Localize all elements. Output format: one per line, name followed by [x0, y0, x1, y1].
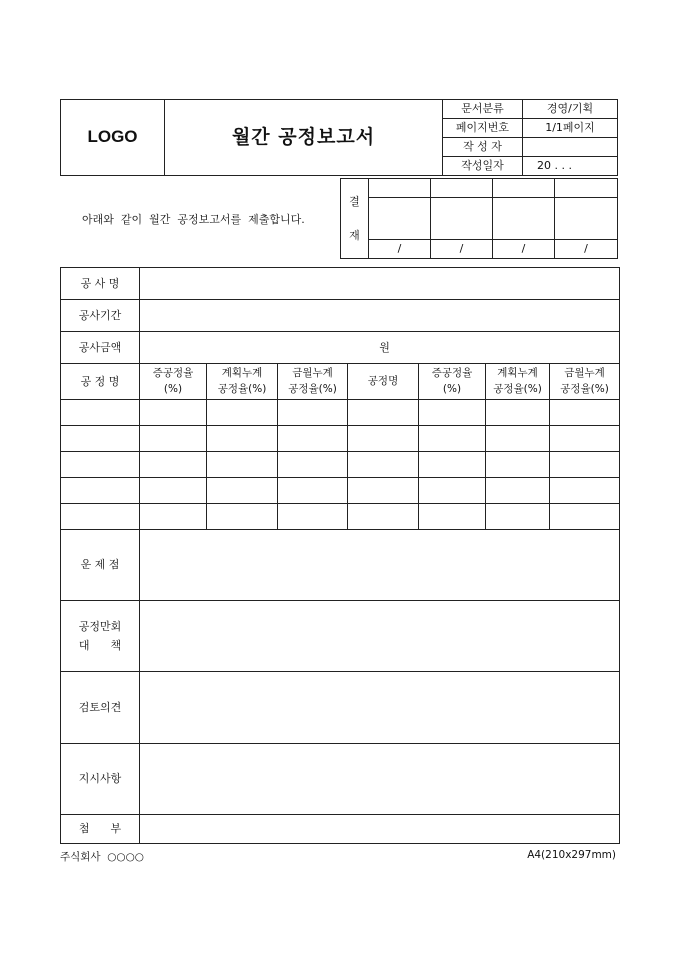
- approver-title-cell[interactable]: [493, 179, 555, 198]
- process-cell[interactable]: [419, 504, 486, 530]
- process-cell[interactable]: [61, 504, 140, 530]
- process-cell[interactable]: [140, 504, 207, 530]
- recovery-plan-field[interactable]: [140, 601, 620, 672]
- project-name-field[interactable]: [140, 268, 620, 300]
- project-period-field[interactable]: [140, 300, 620, 332]
- process-cell[interactable]: [207, 452, 278, 478]
- process-cell[interactable]: [140, 478, 207, 504]
- approval-date-cell[interactable]: /: [555, 240, 618, 259]
- process-cell[interactable]: [419, 452, 486, 478]
- process-cell[interactable]: [61, 400, 140, 426]
- approval-label: [341, 179, 369, 259]
- process-name-label: 공 정 명: [61, 364, 140, 400]
- approval-label-bottom: 재: [349, 228, 360, 242]
- page-title: 월간 공정보고서: [165, 100, 443, 176]
- process-name-mid-label: 공정명: [348, 364, 419, 400]
- process-row: [61, 452, 620, 478]
- process-cell[interactable]: [486, 478, 550, 504]
- approval-date-cell[interactable]: /: [369, 240, 431, 259]
- process-cell[interactable]: [550, 478, 620, 504]
- recovery-plan-label-line1: 공정만회: [78, 619, 122, 633]
- process-cell[interactable]: [550, 400, 620, 426]
- process-cell[interactable]: [207, 426, 278, 452]
- process-cell[interactable]: [348, 452, 419, 478]
- process-cell[interactable]: [550, 426, 620, 452]
- project-amount-label: 공사금액: [61, 332, 140, 364]
- process-cell[interactable]: [61, 452, 140, 478]
- process-cell[interactable]: [278, 504, 348, 530]
- project-amount-field[interactable]: [140, 332, 620, 364]
- approval-date-cell[interactable]: /: [431, 240, 493, 259]
- process-row: [61, 400, 620, 426]
- recovery-plan-label-line2: 대 책: [78, 638, 122, 652]
- process-cell[interactable]: [278, 478, 348, 504]
- problems-label: 운 제 점: [61, 530, 140, 601]
- process-cell[interactable]: [207, 478, 278, 504]
- process-cell[interactable]: [278, 426, 348, 452]
- approver-title-cell[interactable]: [431, 179, 493, 198]
- process-cell[interactable]: [207, 504, 278, 530]
- process-col-header: 증공정율 (%): [419, 364, 486, 400]
- header-table: [60, 99, 618, 176]
- instructions-field[interactable]: [140, 744, 620, 815]
- process-cell[interactable]: [486, 504, 550, 530]
- review-opinion-label: 검토의견: [61, 672, 140, 744]
- logo: LOGO: [61, 100, 165, 176]
- approval-label-top: 결: [349, 194, 360, 208]
- recovery-plan-label: [61, 601, 140, 672]
- amount-unit: 원: [379, 340, 390, 354]
- meta-value-author[interactable]: [523, 138, 618, 157]
- project-period-label: 공사기간: [61, 300, 140, 332]
- process-row: [61, 426, 620, 452]
- process-col-header: 증공정율 (%): [140, 364, 207, 400]
- meta-value-date[interactable]: 20 . . .: [523, 157, 618, 176]
- approver-title-cell[interactable]: [555, 179, 618, 198]
- process-cell[interactable]: [419, 400, 486, 426]
- approver-title-cell[interactable]: [369, 179, 431, 198]
- review-opinion-field[interactable]: [140, 672, 620, 744]
- process-cell[interactable]: [207, 400, 278, 426]
- process-cell[interactable]: [419, 426, 486, 452]
- approver-sign-cell[interactable]: [369, 198, 431, 240]
- process-cell[interactable]: [61, 478, 140, 504]
- process-cell[interactable]: [348, 504, 419, 530]
- meta-value-page-number[interactable]: 1/1페이지: [523, 119, 618, 138]
- process-cell[interactable]: [550, 504, 620, 530]
- process-col-header: 금월누계 공정율(%): [550, 364, 620, 400]
- project-name-label: 공 사 명: [61, 268, 140, 300]
- process-cell[interactable]: [140, 426, 207, 452]
- approver-sign-cell[interactable]: [431, 198, 493, 240]
- process-cell[interactable]: [419, 478, 486, 504]
- process-cell[interactable]: [140, 452, 207, 478]
- attachment-label: 첨 부: [61, 815, 140, 844]
- meta-label-page-number: 페이지번호: [443, 119, 523, 138]
- footer-paper-size: A4(210x297mm): [527, 849, 616, 861]
- meta-label-doc-category: 문서분류: [443, 100, 523, 119]
- process-col-header: 금월누계 공정율(%): [278, 364, 348, 400]
- meta-value-doc-category[interactable]: 경영/기획: [523, 100, 618, 119]
- process-cell[interactable]: [486, 426, 550, 452]
- process-cell[interactable]: [486, 452, 550, 478]
- process-row: [61, 504, 620, 530]
- process-row: [61, 478, 620, 504]
- attachment-field[interactable]: [140, 815, 620, 844]
- process-col-header: 계획누계 공정율(%): [486, 364, 550, 400]
- process-cell[interactable]: [486, 400, 550, 426]
- approval-date-cell[interactable]: /: [493, 240, 555, 259]
- report-form-table: [60, 267, 620, 844]
- meta-label-date: 작성일자: [443, 157, 523, 176]
- process-cell[interactable]: [278, 452, 348, 478]
- process-cell[interactable]: [550, 452, 620, 478]
- process-cell[interactable]: [348, 478, 419, 504]
- process-cell[interactable]: [348, 400, 419, 426]
- process-col-header: 계획누계 공정율(%): [207, 364, 278, 400]
- approval-table: [340, 178, 618, 259]
- approver-sign-cell[interactable]: [493, 198, 555, 240]
- process-cell[interactable]: [348, 426, 419, 452]
- instructions-label: 지시사항: [61, 744, 140, 815]
- footer-company: 주식회사 ○○○○: [60, 851, 144, 863]
- process-cell[interactable]: [278, 400, 348, 426]
- approver-sign-cell[interactable]: [555, 198, 618, 240]
- process-cell[interactable]: [61, 426, 140, 452]
- process-cell[interactable]: [140, 400, 207, 426]
- meta-label-author: 작 성 자: [443, 138, 523, 157]
- intro-text: 아래와 같이 월간 공정보고서를 제출합니다.: [82, 213, 305, 226]
- problems-field[interactable]: [140, 530, 620, 601]
